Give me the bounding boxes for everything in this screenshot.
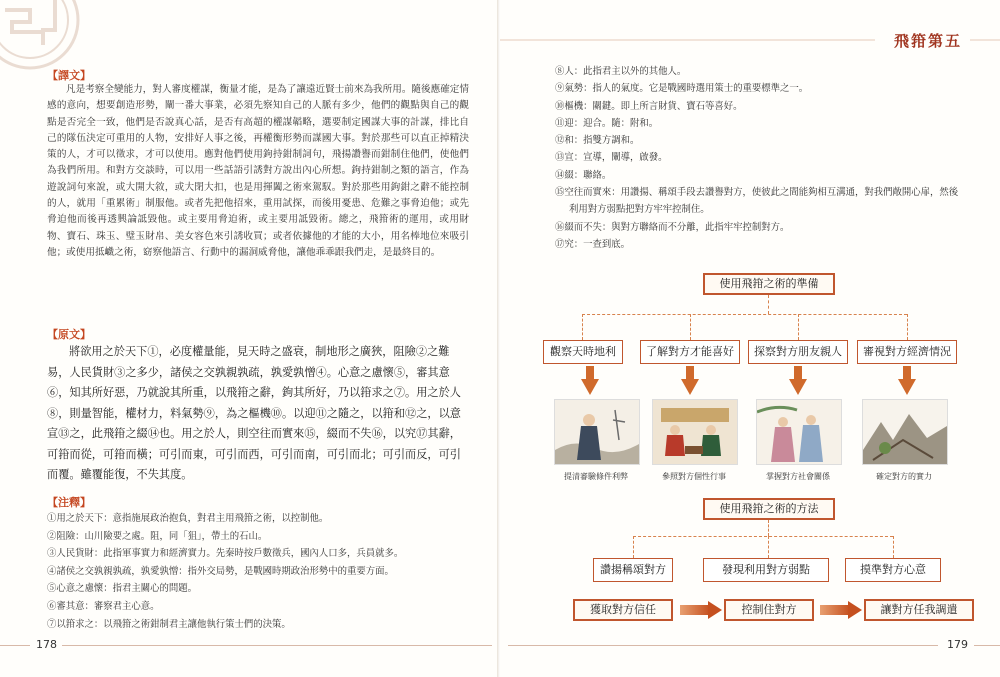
diagram-title-preparation: 使用飛箝之術的準備 [703,273,835,295]
down-arrow-icon [581,379,599,395]
prep-item-box: 了解對方才能喜好 [640,340,740,364]
note-item: ⑧人：此指君主以外的其他人。 [555,66,687,77]
header-rule-icon [500,30,880,50]
arrow-stem [586,366,594,380]
flow-step-box: 控制住對方 [724,599,814,621]
friends-illustration [756,399,842,465]
connector-line [582,314,907,315]
connector-line [768,520,769,536]
right-arrow-icon [708,601,722,619]
connector-line [907,314,908,340]
down-arrow-icon [681,379,699,395]
arrow-shaft [820,605,850,615]
original-text: 將欲用之於天下①，必度權量能，見天時之盛衰，制地形之廣狹，阻險②之難易，人民貨財③之多少，諸侯之交孰親孰疏，孰愛孰憎④。心意之慮懷⑤，審其意⑥，知其所好惡，乃就說其所重，以飛箝之辭，鉤其所好，乃以箝求之⑦。用之於人⑧，則量智能，權材力，料氣勢⑨，為之樞機⑩。以迎⑪之隨之，以箝和⑫之，以意宣⑬之，此飛箝之綴⑭也。用之於人，則空往而實來⑮，綴而不失⑯，以究⑰其辭，可箝而從，可箝而橫；可引而東，可引而西，可引而南，可引而北；可引而反，可引而覆。雖覆能復，不失其度。 [47,345,461,481]
down-arrow-icon [789,379,807,395]
header-rule-end-icon [970,30,1000,50]
note-item: ①用之於天下：意指施展政治抱負，對君主用飛箝之術，以控制他。 [47,513,329,524]
connector-line [690,314,691,340]
diagram-title-method: 使用飛箝之術的方法 [703,498,835,520]
arrow-shaft [680,605,710,615]
connector-line [633,536,634,558]
page-rule-left-2 [62,645,492,646]
illustration-caption: 掌握對方社會關係 [766,472,830,481]
note-item: ⑫和：指雙方調和。 [555,135,640,147]
note-item: ⑬宣：宣導，闡導，啟發。 [555,152,668,164]
note-item: ⑦以箝求之：以飛箝之術鉗制君主讓他執行策士們的決策。 [47,618,291,630]
down-arrow-icon [898,379,916,395]
note-item: ⑥審其意：審察君主心意。 [47,600,160,612]
illustration-caption: 提清審驗條件利弊 [564,472,628,481]
original-heading: 【原文】 [47,328,91,341]
note-item: ⑩樞機：關鍵。即上所言財貨、寶石等喜好。 [555,100,743,112]
notes-list-left [47,510,467,633]
connector-line [768,295,769,314]
flow-step-box: 獲取對方信任 [573,599,673,621]
note-item: ③人民貨財：此指軍事實力和經濟實力。先秦時按戶數徵兵，國內人口多，兵員就多。 [47,548,404,560]
note-item: ⑰究：一查到底。 [555,238,631,250]
arrow-stem [794,366,802,380]
connector-line [798,314,799,340]
flow-step-box: 讓對方任我調遣 [864,599,974,621]
method-item-box: 讚揚稱頌對方 [593,558,673,582]
note-item: ⑪迎：迎合。隨：附和。 [555,117,659,129]
page-number-right: 179 [947,638,968,651]
translation-text: 凡是考察全變能力，對人審度權謀，衡量才能，是為了讓遠近賢士前來為我所用。隨後應確定情感的意向，想要創造形勢，闡一番大事業，必須先察知自己的人脈有多少，他們的觀點與自己的觀點是否完全一致，他們是否說真心話，是否有高超的權謀韜略，選要制定國謀大事的計謀，排比自己的隊伍決定可重用的人物，安排好人事之後，再權衡形勢而謀國大事。對於那些可以直正掉精決策的人，才可以徵求，才可以使用。應對他們使用鉤持鉗制詞句，飛揚讚譽而鉗制住他們，使他們為我們所用。和對方交談時，可以用一些話語引誘對方說出內心所想。鉤持鉗制之類的語言，作為遊說詞句來說，或大開大敘，或大閉大扣，也是用揮闔之術來駕馭。對於那些用鉤鉗之辭不能控制的人，就用「重累術」制服他。或者先把他招來，重用試探，而後用憂患、危難之事脅迫他；或先脅迫他而後再透興論詆毀他。或主要用脅迫術，或主要用詆毀術。總之，飛箝術的運用，或用財物、寶石、珠玉、璧玉財帛、美女容色來引誘收買；或者依據他的才能的大小，用名棒地位來吸引他；或使用抵巇之術，窈察他語言、行動中的漏洞威脅他，讓他乖乖跟我們走，是最終目的。 [47,84,469,258]
notes-heading: 【注釋】 [47,496,91,509]
method-item-box: 摸準對方心意 [845,558,941,582]
note-item: ④諸侯之交孰親孰疏，孰愛孰憎：指外交局勢，是戰國時期政治形勢中的重要方面。 [47,565,394,577]
connector-line [893,536,894,558]
page-rule-right [508,645,938,646]
note-item: ⑮空往而實來：用讚揚、稱頌手段去讚譽對方，使彼此之間能夠相互溝通，對我們敞開心扉，然後利用對方弱點把對方牢牢控制住。 [555,187,959,216]
translation-heading: 【譯文】 [47,69,91,82]
note-item: ⑭綴：聯絡。 [555,169,612,181]
arrow-stem [903,366,911,380]
banquet-illustration [652,399,738,465]
prep-item-box: 審視對方經濟情況 [857,340,957,364]
illustration-caption: 確定對方的實力 [876,472,932,481]
right-page [500,0,1000,677]
page-rule-left [0,645,30,646]
arrow-stem [686,366,694,380]
page-number-left: 178 [36,638,57,651]
note-item: ⑤心意之慮懷：指君主關心的問題。 [47,583,198,595]
connector-line [768,536,769,558]
connector-line [633,536,893,537]
method-item-box: 發現利用對方弱點 [703,558,829,582]
right-arrow-icon [848,601,862,619]
page-rule-right-2 [974,645,1000,646]
chapter-title: 飛箝第五 [893,32,962,50]
note-item: ⑯綴而不失：與對方聯絡而不分離，此指牢牢控制對方。 [555,221,790,233]
scholar-observing-illustration [554,399,640,465]
note-item: ②阻險：山川險要之處。阻，同「狙」，帶土的石山。 [47,530,268,542]
prep-item-box: 探察對方朋友親人 [748,340,848,364]
note-item: ⑨氣勢：指人的氣度。它是戰國時選用策士的重要標準之一。 [555,83,809,95]
notes-list-right [555,63,965,253]
connector-line [582,314,583,340]
landscape-illustration [862,399,948,465]
illustration-caption: 參照對方個性行事 [662,472,726,481]
prep-item-box: 觀察天時地利 [543,340,623,364]
